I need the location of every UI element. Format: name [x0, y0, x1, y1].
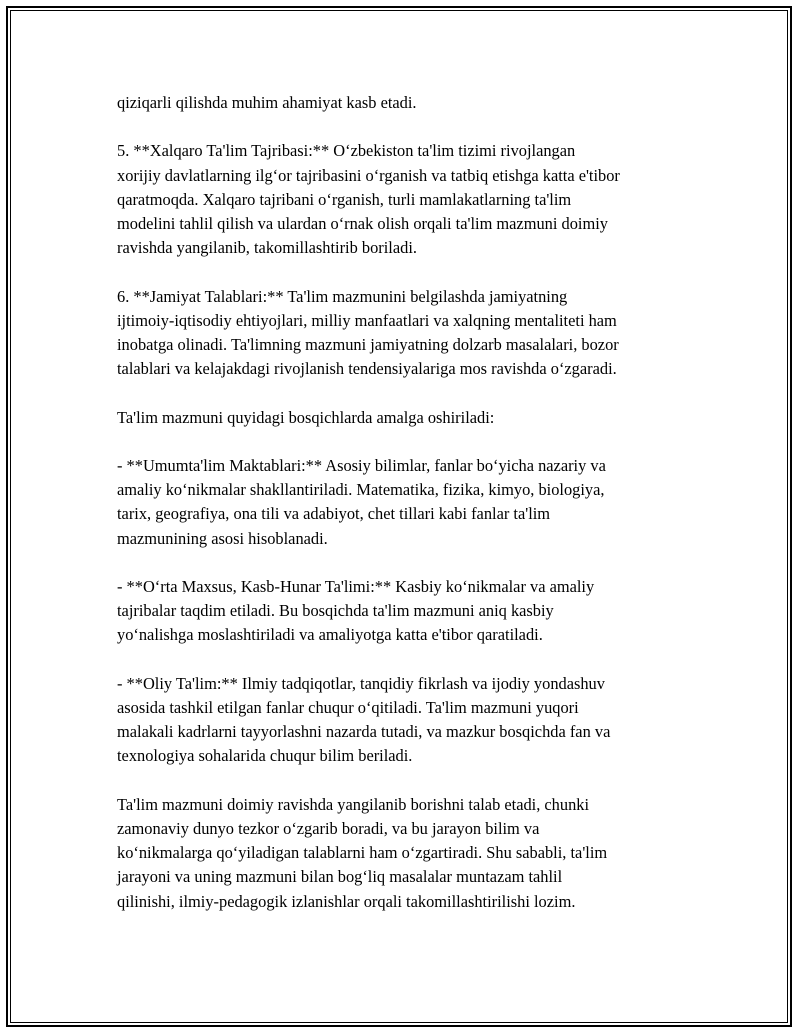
paragraph-general-schools: - **Umumta'lim Maktablari:** Asosiy bilimlar, fanlar bo‘yicha nazariy va amaliy ko‘nikmalar shakllantiriladi. Matematika, fizika, kimyo, biologiya, tarix, geografiya, ona tili va adabiyot, chet tillari kabi fanlar ta'lim mazmunining asosi hisoblanadi.	[117, 455, 606, 548]
paragraph-higher-education: - **Oliy Ta'lim:** Ilmiy tadqiqotlar, tanqidiy fikrlash va ijodiy yondashuv asosida tashkil etilgan fanlar chuqur o‘qitiladi. Ta'lim mazmuni yuqori malakali kadrlarni tayyorlashni nazarda tutadi, va mazkur bosqichda fan va texnologiya sohalarida chuqur bilim beriladi.	[117, 673, 611, 766]
paragraph-international-experience: 5. **Xalqaro Ta'lim Tajribasi:** O‘zbekiston ta'lim tizimi rivojlangan xorijiy davlatlarning ilg‘or tajribasini o‘rganish va tatbiq etishga katta e'tibor qaratmoqda. Xalqaro tajribani o‘rganish, turli mamlakatlarning ta'lim modelini tahlil qilish va ulardan o‘rnak olish orqali ta'lim mazmuni doimiy ravishda yangilanib, takomillashtirib boriladi.	[117, 141, 620, 258]
paragraph-conclusion: Ta'lim mazmuni doimiy ravishda yangilanib borishni talab etadi, chunki zamonaviy dunyo tezkor o‘zgarib boradi, va bu jarayon bilim va ko‘nikmalarga qo‘yiladigan talablarni ham o‘zgartiradi. Shu sababli, ta'lim jarayoni va uning mazmuni bilan bog‘liq masalalar muntazam tahlil qilinishi, ilmiy-pedagogik izlanishlar orqali takomillashtirilishi lozim.	[117, 794, 608, 911]
paragraph-vocational-education: - **O‘rta Maxsus, Kasb-Hunar Ta'limi:** Kasbiy ko‘nikmalar va amaliy tajribalar taqdim etiladi. Bu bosqichda ta'lim mazmuni aniq kasbiy yo‘nalishga moslashtiriladi va amaliyotga katta e'tibor qaratiladi.	[117, 576, 595, 645]
paragraph-society-requirements: 6. **Jamiyat Talablari:** Ta'lim mazmunini belgilashda jamiyatning ijtimoiy-iqtisodiy ehtiyojlari, milliy manfaatlari va xalqning mentaliteti ham inobatga olinadi. Ta'limning mazmuni jamiyatning dolzarb masalalari, bozor talablari va kelajakdagi rivojlanish tendensiyalariga mos ravishda o‘zgaradi.	[117, 286, 619, 379]
paragraph-continuation: qiziqarli qilishda muhim ahamiyat kasb etadi.	[117, 93, 417, 112]
document-body	[117, 91, 697, 938]
paragraph-stages-intro: Ta'lim mazmuni quyidagi bosqichlarda amalga oshiriladi:	[117, 407, 495, 427]
